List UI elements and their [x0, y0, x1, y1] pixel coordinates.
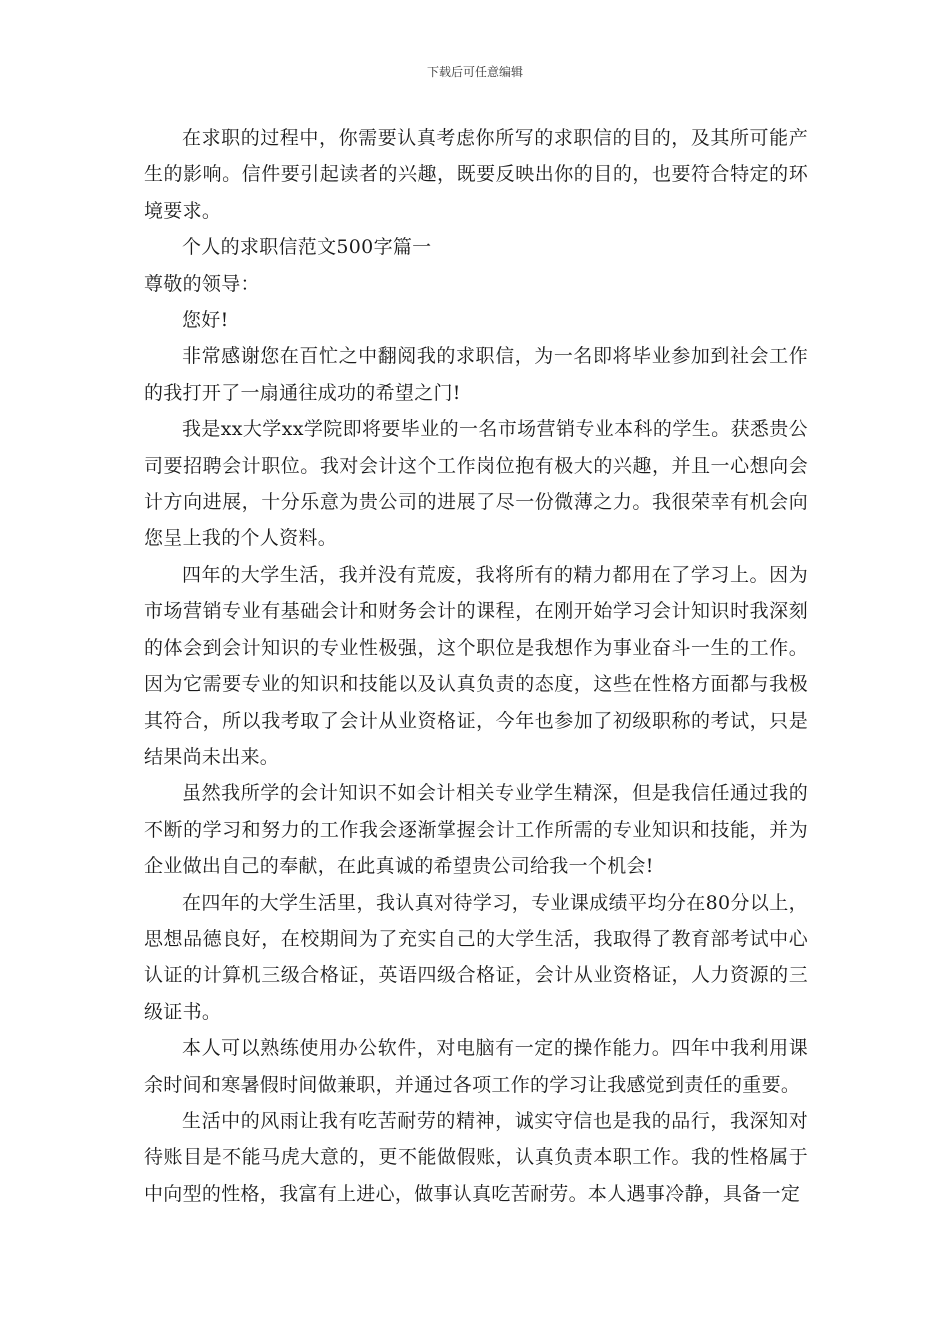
paragraph-learning: 虽然我所学的会计知识不如会计相关专业学生精深，但是我信任通过我的不断的学习和努力的工作我会逐渐掌握会计工作所需的专业知识和技能，并为企业做出自己的奉献，在此真诚的希望贵公司给我一个机会!: [144, 782, 808, 878]
section-title: 个人的求职信范文500字篇一: [182, 236, 432, 259]
page-header: 下载后可任意编辑: [426, 65, 523, 79]
paragraph-college-life: 四年的大学生活，我并没有荒废，我将所有的精力都用在了学习上。因为市场营销专业有基础会计和财务会计的课程，在刚开始学习会计知识时我深刻的体会到会计知识的专业性极强，这个职位是我想作为事业奋斗一生的工作。因为它需要专业的知识和技能以及认真负责的态度，这些在性格方面都与我极其符合，所以我考取了会计从业资格证，今年也参加了初级职称的考试，只是结果尚未出来。: [144, 563, 808, 768]
paragraph-intro: 在求职的过程中，你需要认真考虑你所写的求职信的目的，及其所可能产生的影响。信件要引起读者的兴趣，既要反映出你的目的，也要符合特定的环境要求。: [144, 127, 808, 222]
paragraph-self-intro: 我是xx大学xx学院即将要毕业的一名市场营销专业本科的学生。获悉贵公司要招聘会计职位。我对会计这个工作岗位抱有极大的兴趣，并且一心想向会计方向进展，十分乐意为贵公司的进展了尽一份微薄之力。我很荣幸有机会向您呈上我的个人资料。: [144, 418, 808, 550]
document-body: [144, 120, 808, 1212]
paragraph-certificates: 在四年的大学生活里，我认真对待学习，专业课成绩平均分在80分以上，思想品德良好，在校期间为了充实自己的大学生活，我取得了教育部考试中心认证的计算机三级合格证，英语四级合格证，会计从业资格证，人力资源的三级证书。: [144, 891, 808, 1023]
greeting: 您好!: [182, 309, 229, 332]
paragraph-character: 生活中的风雨让我有吃苦耐劳的精神，诚实守信也是我的品行，我深知对待账目是不能马虎大意的，更不能做假账，认真负责本职工作。我的性格属于中向型的性格，我富有上进心，做事认真吃苦耐劳。本人遇事冷静，具备一定: [144, 1109, 808, 1205]
paragraph-thanks: 非常感谢您在百忙之中翻阅我的求职信，为一名即将毕业参加到社会工作的我打开了一扇通往成功的希望之门!: [144, 345, 808, 404]
paragraph-skills: 本人可以熟练使用办公软件，对电脑有一定的操作能力。四年中我利用课余时间和寒暑假时间做兼职，并通过各项工作的学习让我感觉到责任的重要。: [144, 1037, 808, 1096]
salutation: 尊敬的领导：: [144, 272, 260, 295]
